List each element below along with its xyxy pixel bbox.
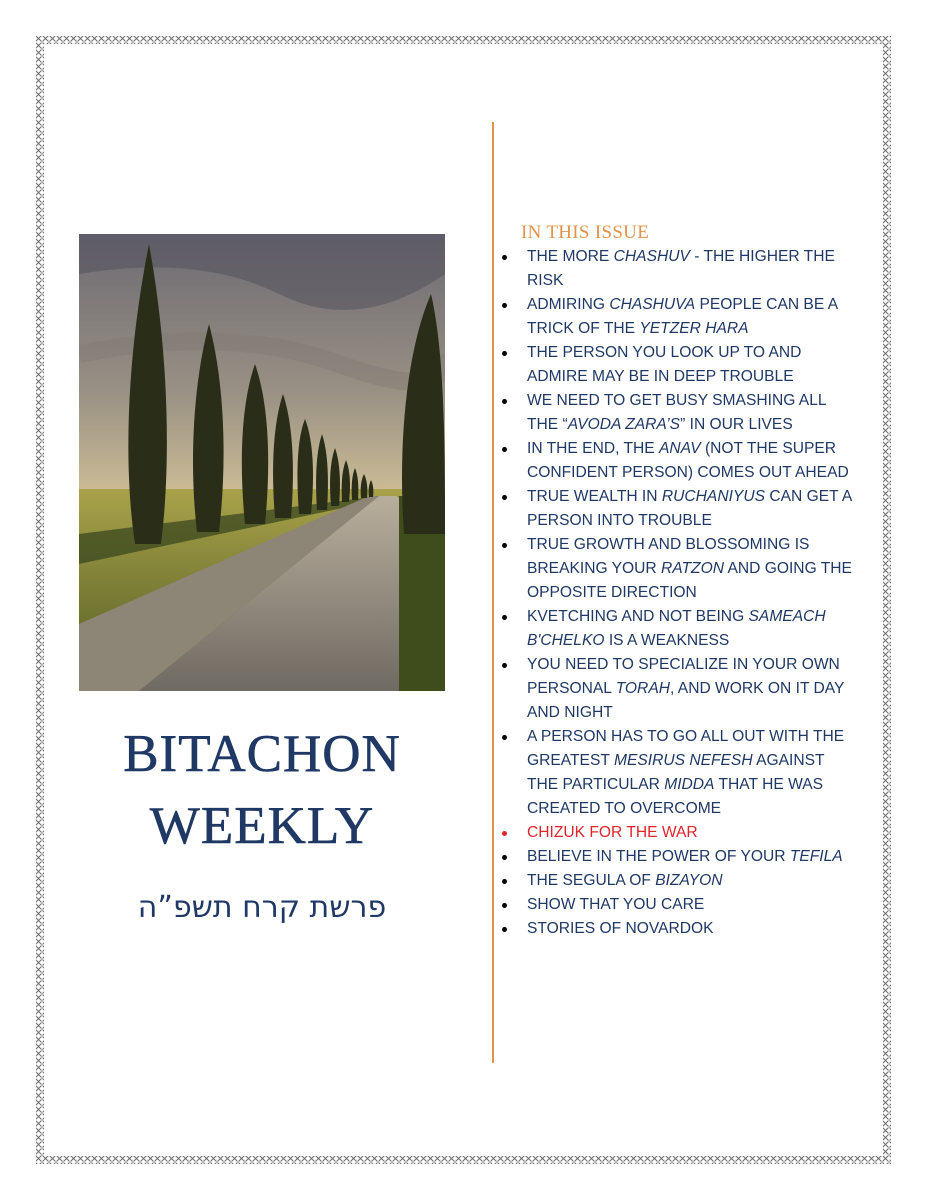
issue-item-text: - THE HIGHER THE RISK <box>527 248 835 289</box>
issue-item-text: AVODA ZARA’S <box>567 416 681 433</box>
issue-item-text: RUCHANIYUS <box>661 488 765 505</box>
issue-item <box>499 437 859 485</box>
issue-item-text: CHASHUVA <box>609 296 696 313</box>
issue-item <box>499 845 859 869</box>
issue-item-text: SAMEACH B'CHELKO <box>527 608 826 649</box>
issue-item <box>499 485 859 533</box>
issue-item-text: (NOT THE SUPER CONFIDENT PERSON) COMES OUT AHEAD <box>527 440 849 481</box>
issue-item-text: CHIZUK FOR THE WAR <box>527 824 698 841</box>
issue-item-text: WE NEED TO GET BUSY SMASHING ALL THE “ <box>527 392 826 433</box>
issue-item <box>499 917 859 941</box>
issue-item-text: YETZER HARA <box>639 320 749 337</box>
issue-item-text: IS A WEAKNESS <box>604 632 730 649</box>
issue-item <box>499 533 859 605</box>
issue-item-text: A PERSON HAS TO GO ALL OUT WITH THE GREATEST <box>527 728 845 769</box>
issue-item-text: IN THE END, THE <box>527 440 659 457</box>
issue-item-text: STORIES OF NOVARDOK <box>527 920 714 937</box>
issue-item-text: AND GOING THE OPPOSITE DIRECTION <box>527 560 852 601</box>
issue-item-text: CHASHUV <box>613 248 690 265</box>
issue-item-text: MESIRUS NEFESH <box>613 752 753 769</box>
issue-item <box>499 605 859 653</box>
issue-item-text: MIDDA <box>664 776 715 793</box>
issue-item <box>499 893 859 917</box>
cover-photo <box>79 234 445 691</box>
column-divider <box>492 122 494 1063</box>
issue-item-text: TEFILA <box>789 848 843 865</box>
issue-item <box>499 653 859 725</box>
issue-item-text: KVETCHING AND NOT BEING <box>527 608 749 625</box>
issue-item-text: AGAINST THE PARTICULAR <box>527 752 825 793</box>
issue-item <box>499 389 859 437</box>
issue-heading: IN THIS ISSUE <box>521 222 650 243</box>
issue-item-text: TRUE WEALTH IN <box>527 488 662 505</box>
issue-item-text: SHOW THAT YOU CARE <box>527 896 705 913</box>
issue-item-text: PEOPLE CAN BE A TRICK OF THE <box>527 296 838 337</box>
issue-item <box>499 725 859 821</box>
issue-item-text: ANAV <box>659 440 701 457</box>
issue-item-text: THE PERSON YOU LOOK UP TO AND ADMIRE MAY BE IN DEEP TROUBLE <box>527 344 802 385</box>
issue-item <box>499 245 859 293</box>
issue-item <box>499 869 859 893</box>
issue-contents-list <box>499 245 859 941</box>
newsletter-title-line1: BITACHON <box>123 725 401 783</box>
issue-item <box>499 341 859 389</box>
issue-item-text: THAT HE WAS CREATED TO OVERCOME <box>527 776 824 817</box>
issue-item-text: , AND WORK ON IT DAY AND NIGHT <box>527 680 845 721</box>
issue-item-text: TRUE GROWTH AND BLOSSOMING IS BREAKING YOUR <box>527 536 810 577</box>
issue-item-text: BIZAYON <box>655 872 723 889</box>
issue-item-text: CAN GET A PERSON INTO TROUBLE <box>527 488 852 529</box>
newsletter-title-line2: WEEKLY <box>149 797 375 855</box>
issue-item-text: THE MORE <box>527 248 614 265</box>
issue-item-text: ” IN OUR LIVES <box>680 416 793 433</box>
issue-item-text: TORAH <box>615 680 670 697</box>
issue-item-text: BELIEVE IN THE POWER OF YOUR <box>527 848 790 865</box>
issue-item-text: ADMIRING <box>527 296 610 313</box>
parsha-subtitle: פרשת קרח תשפ”ה <box>137 890 387 925</box>
issue-item-text: THE SEGULA OF <box>527 872 656 889</box>
issue-item <box>499 293 859 341</box>
issue-item-text: YOU NEED TO SPECIALIZE IN YOUR OWN PERSONAL <box>527 656 840 697</box>
issue-item-text: RATZON <box>661 560 724 577</box>
issue-item <box>499 821 859 845</box>
